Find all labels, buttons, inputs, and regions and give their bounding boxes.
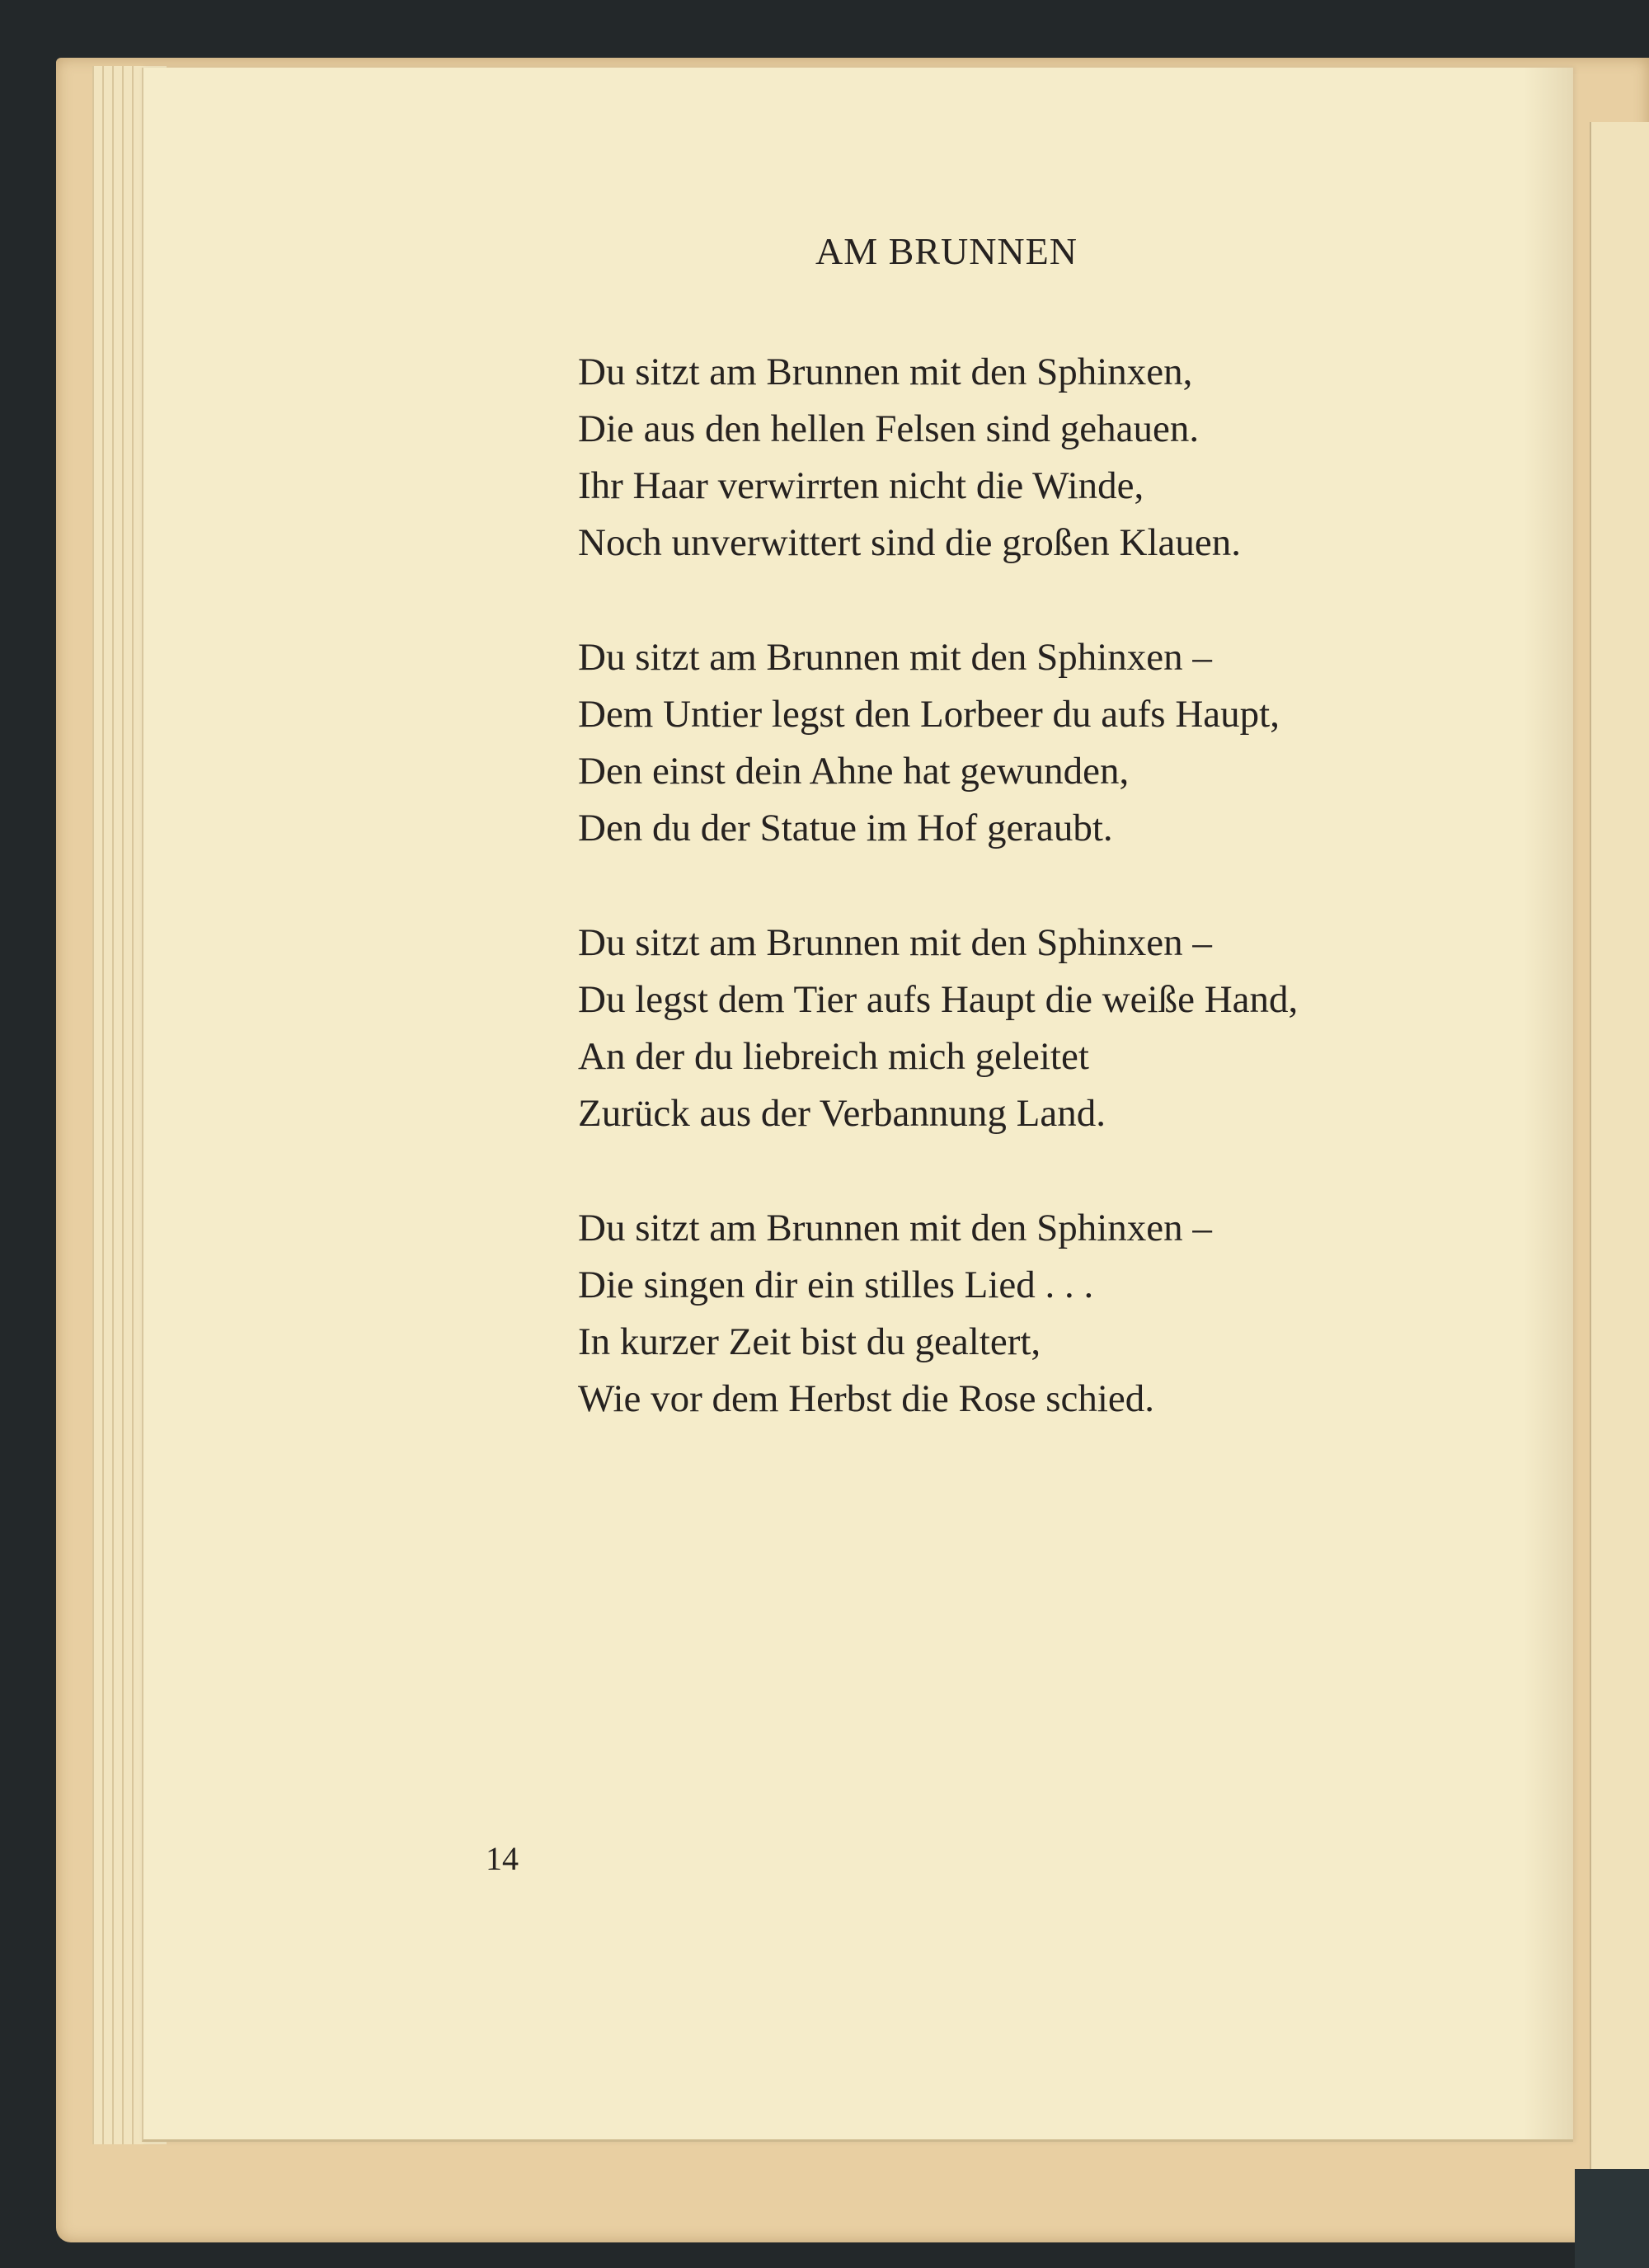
verse-line: Die singen dir ein stilles Lied . . .	[578, 1263, 1094, 1306]
verse-line: Den du der Statue im Hof geraubt.	[578, 807, 1113, 849]
book-page	[142, 68, 1573, 2142]
verse-line: Du sitzt am Brunnen mit den Sphinxen –	[578, 1207, 1212, 1249]
verse-line: Ihr Haar verwirrten nicht die Winde,	[578, 464, 1144, 507]
verse-line: Zurück aus der Verbannung Land.	[578, 1092, 1106, 1135]
verse-line: Wie vor dem Herbst die Rose schied.	[578, 1377, 1155, 1420]
poem-body	[578, 344, 1298, 1485]
verse-line: Die aus den hellen Felsen sind gehauen.	[578, 407, 1200, 450]
verse-line: Den einst dein Ahne hat gewunden,	[578, 750, 1130, 793]
verse-line: Du sitzt am Brunnen mit den Sphinxen –	[578, 921, 1212, 964]
verse-line: An der du liebreich mich geleitet	[578, 1035, 1089, 1078]
stanza	[578, 915, 1298, 1142]
verse-line: Du legst dem Tier aufs Haupt die weiße Hand,	[578, 978, 1299, 1021]
page-number: 14	[486, 1840, 519, 1877]
verse-line: Noch unverwittert sind die großen Klauen.	[578, 521, 1242, 564]
poem-title: AM BRUNNEN	[815, 230, 1078, 272]
stanza	[578, 1200, 1298, 1428]
gutter-shade	[1524, 68, 1573, 2139]
stanza	[578, 629, 1298, 857]
verse-line: Dem Untier legst den Lorbeer du aufs Haupt,	[578, 693, 1280, 736]
verse-line: Du sitzt am Brunnen mit den Sphinxen –	[578, 636, 1212, 679]
verse-line: In kurzer Zeit bist du gealtert,	[578, 1320, 1041, 1363]
binding-shadow	[1575, 2169, 1649, 2268]
facing-page-edge	[1590, 122, 1649, 2233]
verse-line: Du sitzt am Brunnen mit den Sphinxen,	[578, 351, 1193, 393]
stanza	[578, 344, 1298, 572]
